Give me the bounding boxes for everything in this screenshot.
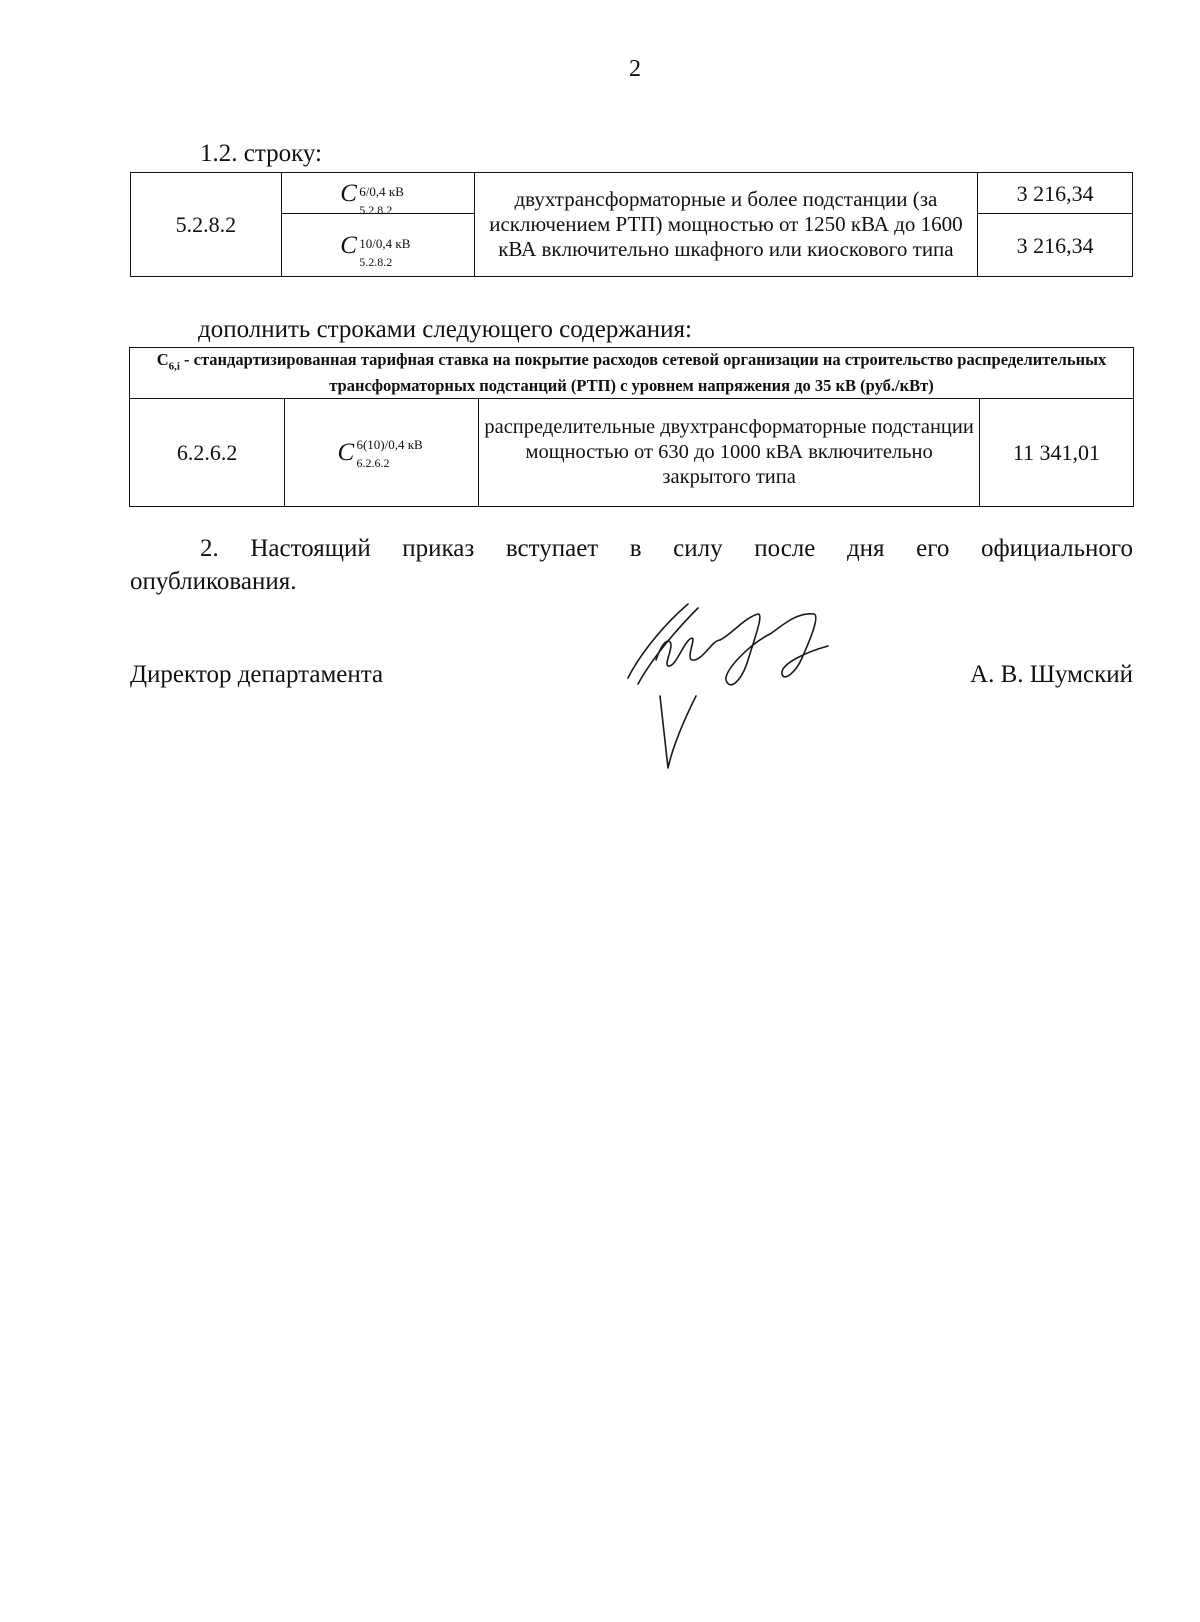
rate-symbol: C 6/0,4 кВ 5.2.8.2: [340, 179, 404, 217]
tariff-table-2: [129, 347, 1134, 507]
table-caption-row: [130, 348, 1134, 399]
table-caption: [130, 348, 1134, 399]
caption-symbol-sub: 6,i: [168, 360, 180, 373]
rate-value: 11 341,01: [979, 399, 1133, 507]
rate-symbol-cell: [281, 214, 474, 277]
row-code: 5.2.8.2: [131, 173, 282, 277]
caption-text: - стандартизированная тарифная ставка на покрытие расходов сетевой организации на строительство распределительных трансформаторных подстанций (РТП) с уровнем напряжения до 35 кВ (руб./кВт): [179, 350, 1107, 396]
rate-value: 3 216,34: [978, 173, 1133, 214]
signatory-name: А. В. Шумский: [970, 661, 1133, 688]
paragraph-line-2: опубликования.: [130, 568, 297, 595]
handwritten-signature: [620, 600, 860, 800]
rate-symbol-cell: [281, 173, 474, 217]
table-row: [130, 399, 1134, 507]
table-row: [131, 173, 1133, 214]
rate-value: 3 216,34: [978, 214, 1133, 277]
section-1-heading: 1.2. строку:: [200, 140, 322, 167]
rate-symbol-cell: [285, 399, 479, 507]
rate-symbol: C 10/0,4 кВ 5.2.8.2: [340, 231, 411, 269]
tariff-table-1: [130, 172, 1133, 277]
paragraph-line-1: 2. Настоящий приказ вступает в силу после дня его официального: [200, 535, 1133, 562]
effective-date-paragraph: [130, 532, 1133, 598]
row-code: 6.2.6.2: [130, 399, 285, 507]
signatory-title: Директор департамента: [130, 661, 384, 688]
row-description: распределительные двухтрансформаторные подстанции мощностью от 630 до 1000 кВА включительно закрытого типа: [479, 399, 979, 507]
rate-symbol: C 6(10)/0,4 кВ 6.2.6.2: [337, 436, 423, 470]
section-2-heading: дополнить строками следующего содержания:: [198, 316, 692, 343]
row-description: двухтрансформаторные и более подстанции (за исключением РТП) мощностью от 1250 кВА до 1600 кВА включительно шкафного или киоскового типа: [474, 173, 978, 277]
caption-symbol: C: [156, 350, 169, 369]
page-number: 2: [629, 56, 641, 82]
